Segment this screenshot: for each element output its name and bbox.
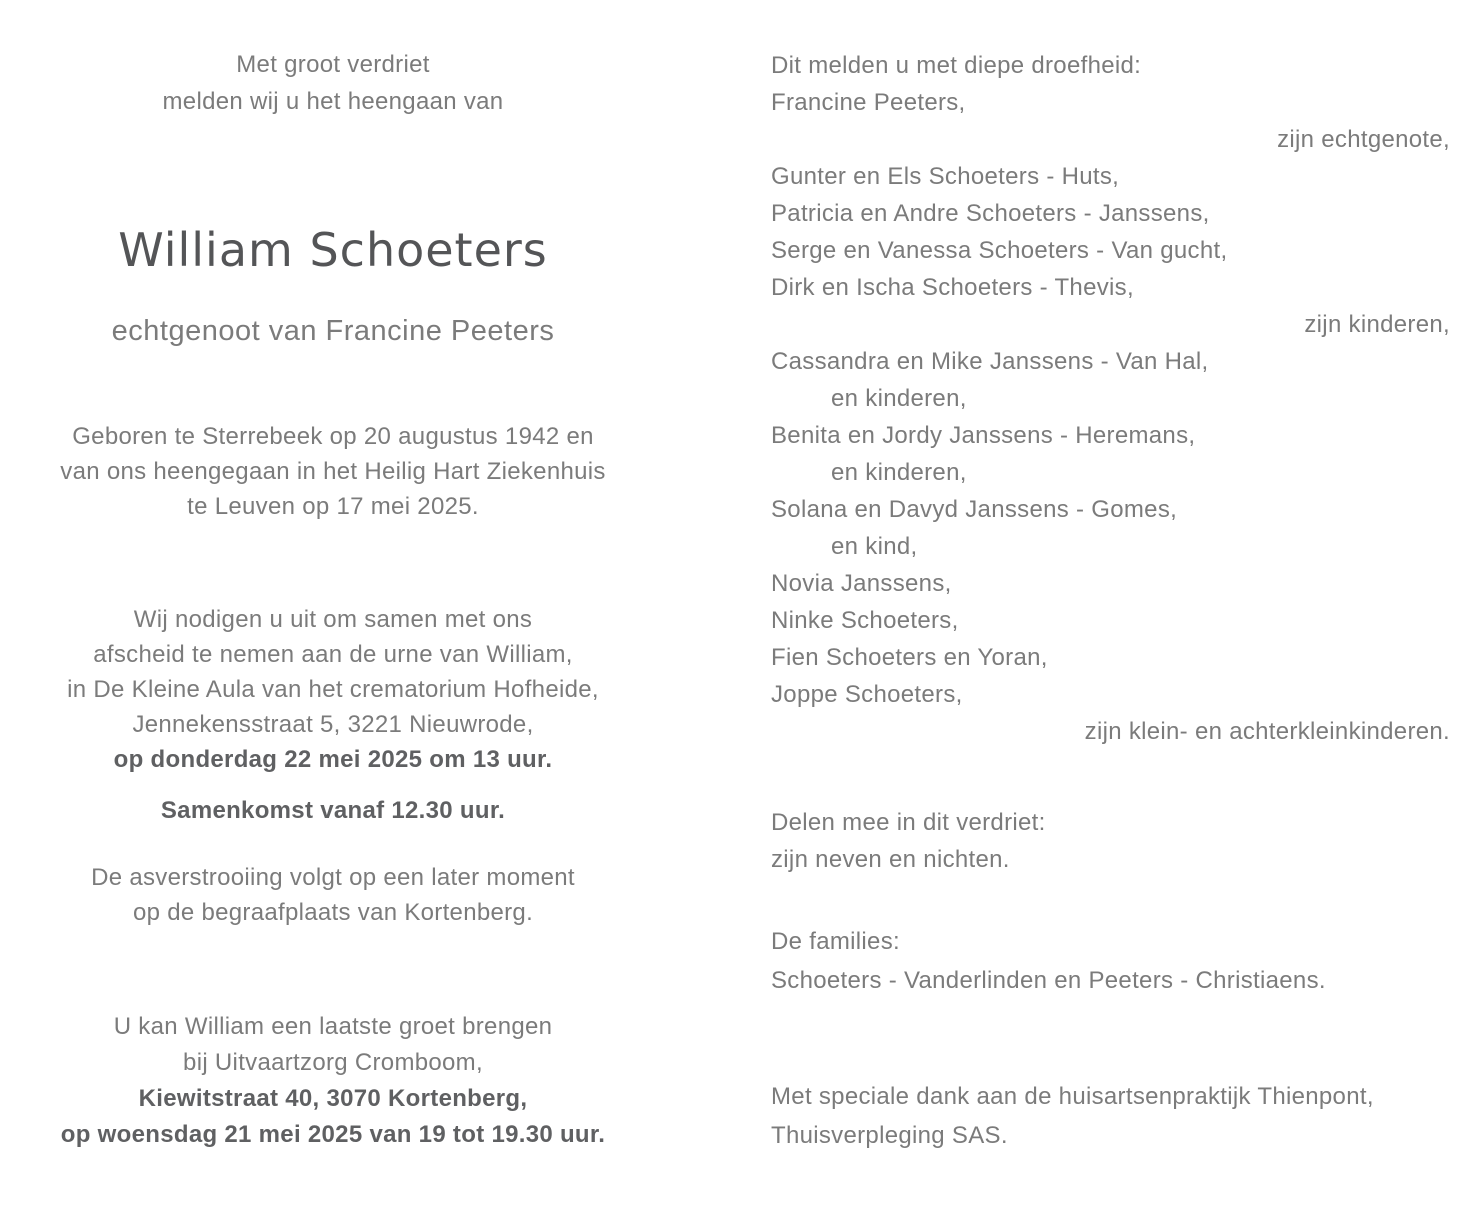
- families-line: Schoeters - Vanderlinden en Peeters - Christiaens.: [771, 967, 1326, 994]
- right-page: [771, 0, 1450, 1207]
- ceremony-datetime: op donderdag 22 mei 2025 om 13 uur.: [113, 746, 553, 773]
- family-line: Gunter en Els Schoeters - Huts,: [771, 163, 1120, 190]
- life-dates-line: van ons heengegaan in het Heilig Hart Ziekenhuis: [60, 458, 606, 485]
- thanks-line: Met speciale dank aan de huisartsenpraktijk Thienpont,: [771, 1083, 1374, 1110]
- ceremony-line: Wij nodigen u uit om samen met ons: [133, 606, 533, 633]
- mourning-line: zijn neven en nichten.: [771, 846, 1010, 873]
- ceremony-line: Jennekensstraat 5, 3221 Nieuwrode,: [132, 711, 534, 738]
- family-line: Dit melden u met diepe droefheid:: [771, 52, 1142, 79]
- family-line: Cassandra en Mike Janssens - Van Hal,: [771, 348, 1209, 375]
- relation-label: zijn klein- en achterkleinkinderen.: [1084, 718, 1450, 745]
- families-line: De families:: [771, 928, 900, 955]
- relation-line: echtgenoot van Francine Peeters: [111, 315, 555, 347]
- announcement-intro-line: melden wij u het heengaan van: [162, 88, 504, 115]
- thanks-note: [771, 1077, 1450, 1155]
- ash-scattering: [33, 860, 633, 930]
- funeral-home-address: Kiewitstraat 40, 3070 Kortenberg,: [138, 1085, 528, 1112]
- family-line: Serge en Vanessa Schoeters - Van gucht,: [771, 237, 1228, 264]
- family-line: Benita en Jordy Janssens - Heremans,: [771, 422, 1196, 449]
- family-line: Patricia en Andre Schoeters - Janssens,: [771, 200, 1210, 227]
- family-line: en kinderen,: [831, 459, 967, 486]
- mourning-note: [771, 804, 1450, 878]
- visitation-datetime: op woensdag 21 mei 2025 van 19 tot 19.30 uur.: [60, 1121, 606, 1148]
- family-line: Solana en Davyd Janssens - Gomes,: [771, 496, 1178, 523]
- family-line: en kind,: [831, 533, 918, 560]
- family-line: Dirk en Ischa Schoeters - Thevis,: [771, 274, 1134, 301]
- announcement-intro-line: Met groot verdriet: [236, 51, 430, 78]
- relation-label: zijn echtgenote,: [1277, 126, 1450, 153]
- last-greeting-line: bij Uitvaartzorg Cromboom,: [183, 1049, 483, 1076]
- life-dates: [33, 419, 633, 524]
- mourning-line: Delen mee in dit verdriet:: [771, 809, 1046, 836]
- family-line: Ninke Schoeters,: [771, 607, 959, 634]
- last-greeting: [33, 1009, 633, 1153]
- left-page: [33, 0, 633, 1207]
- families-note: [771, 922, 1450, 1000]
- announcement-intro: [33, 46, 633, 120]
- family-line: Francine Peeters,: [771, 89, 966, 116]
- family-announcement-list: [771, 47, 1450, 750]
- ash-scattering-line: De asverstrooiing volgt op een later moment: [91, 864, 575, 891]
- family-line: en kinderen,: [831, 385, 967, 412]
- ash-scattering-line: op de begraafplaats van Kortenberg.: [132, 899, 534, 926]
- life-dates-line: Geboren te Sterrebeek op 20 augustus 1942 en: [72, 423, 594, 450]
- ceremony-invitation: [33, 602, 633, 777]
- relation-label: zijn kinderen,: [1304, 311, 1450, 338]
- thanks-line: Thuisverpleging SAS.: [771, 1122, 1008, 1149]
- family-line: Novia Janssens,: [771, 570, 952, 597]
- ceremony-line: in De Kleine Aula van het crematorium Hofheide,: [67, 676, 599, 703]
- life-dates-line: te Leuven op 17 mei 2025.: [187, 493, 479, 520]
- family-line: Joppe Schoeters,: [771, 681, 963, 708]
- gathering-time: Samenkomst vanaf 12.30 uur.: [160, 797, 506, 824]
- ceremony-line: afscheid te nemen aan de urne van William,: [93, 641, 573, 668]
- family-line: Fien Schoeters en Yoran,: [771, 644, 1048, 671]
- last-greeting-line: U kan William een laatste groet brengen: [113, 1013, 553, 1040]
- deceased-name: William Schoeters: [118, 223, 548, 277]
